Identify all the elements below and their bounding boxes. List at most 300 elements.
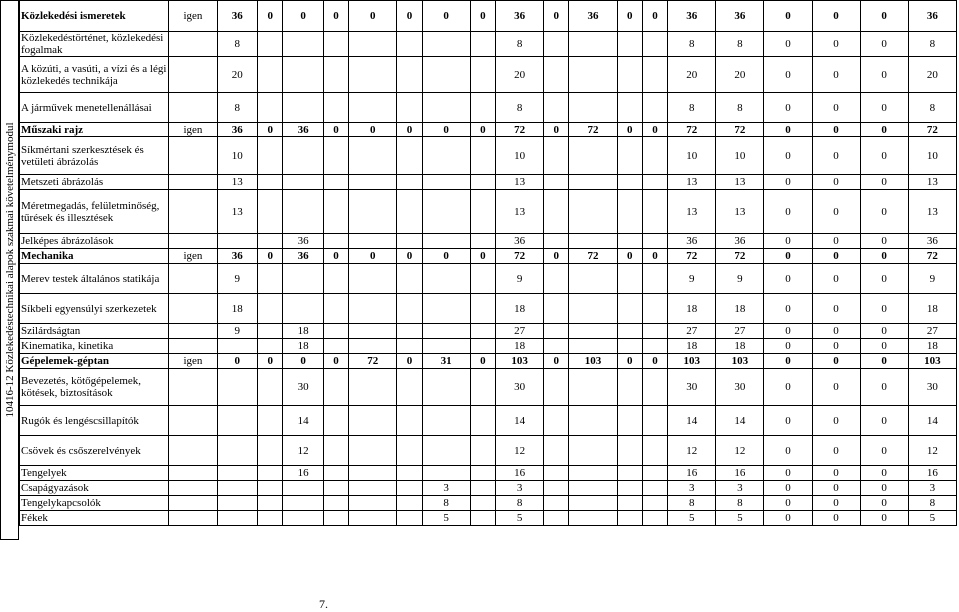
hours-cell: 36 — [668, 234, 716, 249]
hours-cell: 14 — [716, 406, 764, 436]
hours-cell — [258, 93, 283, 123]
hours-cell — [470, 264, 495, 294]
hours-cell — [617, 339, 642, 354]
hours-cell: 3 — [908, 481, 956, 496]
hours-cell: 0 — [812, 123, 860, 137]
hours-cell: 0 — [860, 249, 908, 264]
hours-cell: 8 — [668, 32, 716, 57]
hours-cell: 0 — [397, 354, 422, 369]
hours-cell: 0 — [470, 354, 495, 369]
hours-cell: 0 — [642, 123, 667, 137]
hours-cell — [283, 137, 324, 175]
hours-cell — [569, 436, 617, 466]
topic-row — [20, 436, 957, 466]
hours-cell — [544, 369, 569, 406]
hours-cell — [569, 294, 617, 324]
hours-cell: 0 — [764, 57, 812, 93]
hours-cell: 16 — [908, 466, 956, 481]
hours-cell — [642, 264, 667, 294]
hours-cell: 0 — [323, 354, 348, 369]
hours-cell: 8 — [422, 496, 470, 511]
hours-cell: 72 — [668, 123, 716, 137]
hours-cell: 31 — [422, 354, 470, 369]
hours-cell — [217, 369, 258, 406]
hours-cell — [617, 175, 642, 190]
hours-cell — [283, 481, 324, 496]
hours-cell: 14 — [496, 406, 544, 436]
hours-cell: 30 — [716, 369, 764, 406]
hours-cell: 0 — [812, 190, 860, 234]
hours-cell: 72 — [349, 354, 397, 369]
hours-cell: 103 — [716, 354, 764, 369]
hours-cell: 13 — [908, 190, 956, 234]
hours-cell — [470, 369, 495, 406]
hours-cell: 12 — [496, 436, 544, 466]
hours-cell — [569, 496, 617, 511]
hours-cell: 18 — [908, 294, 956, 324]
hours-cell — [569, 339, 617, 354]
hours-cell — [258, 466, 283, 481]
hours-cell: 18 — [496, 339, 544, 354]
hours-cell: 16 — [496, 466, 544, 481]
hours-cell: 9 — [716, 264, 764, 294]
hours-cell: 18 — [496, 294, 544, 324]
hours-cell: 12 — [716, 436, 764, 466]
hours-cell: 0 — [470, 249, 495, 264]
hours-cell — [617, 93, 642, 123]
hours-cell — [470, 436, 495, 466]
hours-cell — [258, 511, 283, 526]
hours-cell: 0 — [258, 249, 283, 264]
hours-cell: 30 — [668, 369, 716, 406]
hours-cell: 0 — [349, 249, 397, 264]
hours-cell — [470, 234, 495, 249]
hours-cell: 0 — [812, 496, 860, 511]
hours-cell: 0 — [860, 436, 908, 466]
hours-cell — [569, 324, 617, 339]
hours-cell — [470, 190, 495, 234]
hours-cell: 103 — [908, 354, 956, 369]
hours-cell — [544, 436, 569, 466]
hours-cell — [397, 32, 422, 57]
hours-cell — [569, 264, 617, 294]
hours-cell: 13 — [716, 175, 764, 190]
hours-cell — [217, 339, 258, 354]
hours-cell: 13 — [668, 190, 716, 234]
hours-cell: 18 — [283, 324, 324, 339]
hours-cell: 0 — [764, 354, 812, 369]
hours-cell: 72 — [569, 249, 617, 264]
hours-cell: 0 — [422, 123, 470, 137]
hours-cell — [217, 511, 258, 526]
hours-cell: 3 — [496, 481, 544, 496]
hours-cell: 0 — [764, 511, 812, 526]
hours-cell — [217, 436, 258, 466]
hours-cell — [397, 406, 422, 436]
hours-cell — [349, 57, 397, 93]
hours-cell — [642, 175, 667, 190]
hours-cell — [617, 32, 642, 57]
hours-cell: 8 — [217, 93, 258, 123]
row-name: Méretmegadás, felületminőség, tűrések és illesztések — [20, 190, 169, 234]
hours-cell: 0 — [860, 137, 908, 175]
required-flag — [169, 294, 217, 324]
hours-cell — [544, 190, 569, 234]
hours-cell — [349, 481, 397, 496]
required-flag — [169, 511, 217, 526]
hours-cell — [323, 190, 348, 234]
hours-cell — [397, 466, 422, 481]
hours-cell — [397, 264, 422, 294]
hours-cell — [470, 481, 495, 496]
hours-cell — [617, 324, 642, 339]
hours-cell — [617, 481, 642, 496]
hours-cell: 0 — [860, 234, 908, 249]
hours-cell — [283, 190, 324, 234]
hours-cell — [642, 496, 667, 511]
hours-cell: 0 — [860, 1, 908, 32]
hours-cell — [323, 294, 348, 324]
hours-cell: 5 — [716, 511, 764, 526]
topic-row — [20, 32, 957, 57]
hours-cell: 8 — [217, 32, 258, 57]
required-flag — [169, 466, 217, 481]
hours-cell: 8 — [496, 496, 544, 511]
hours-cell: 36 — [716, 234, 764, 249]
curriculum-table-wrapper — [19, 0, 957, 526]
hours-cell: 27 — [496, 324, 544, 339]
topic-row — [20, 93, 957, 123]
hours-cell — [397, 339, 422, 354]
hours-cell — [283, 511, 324, 526]
row-name: Tengelyek — [20, 466, 169, 481]
hours-cell: 0 — [617, 249, 642, 264]
hours-cell: 0 — [397, 249, 422, 264]
hours-cell — [569, 234, 617, 249]
hours-cell: 0 — [812, 436, 860, 466]
module-row — [20, 354, 957, 369]
hours-cell — [349, 339, 397, 354]
required-flag — [169, 190, 217, 234]
hours-cell: 13 — [668, 175, 716, 190]
hours-cell — [422, 339, 470, 354]
hours-cell: 8 — [716, 93, 764, 123]
hours-cell — [569, 93, 617, 123]
hours-cell: 5 — [496, 511, 544, 526]
hours-cell — [283, 32, 324, 57]
hours-cell — [617, 511, 642, 526]
hours-cell: 12 — [668, 436, 716, 466]
hours-cell: 0 — [349, 1, 397, 32]
hours-cell: 10 — [908, 137, 956, 175]
hours-cell — [323, 436, 348, 466]
hours-cell — [323, 264, 348, 294]
hours-cell: 36 — [217, 1, 258, 32]
hours-cell — [642, 369, 667, 406]
required-flag — [169, 496, 217, 511]
hours-cell: 0 — [812, 406, 860, 436]
row-name: Merev testek általános statikája — [20, 264, 169, 294]
hours-cell — [258, 57, 283, 93]
hours-cell — [349, 93, 397, 123]
hours-cell: 0 — [764, 137, 812, 175]
hours-cell — [323, 339, 348, 354]
hours-cell — [422, 466, 470, 481]
hours-cell: 18 — [283, 339, 324, 354]
module-side-label — [0, 0, 19, 540]
hours-cell: 30 — [908, 369, 956, 406]
hours-cell — [349, 234, 397, 249]
hours-cell: 0 — [812, 369, 860, 406]
hours-cell: 0 — [764, 481, 812, 496]
row-name: Szilárdságtan — [20, 324, 169, 339]
topic-row — [20, 190, 957, 234]
row-name: Bevezetés, kötőgépelemek, kötések, biztosítások — [20, 369, 169, 406]
hours-cell: 0 — [860, 93, 908, 123]
hours-cell — [258, 496, 283, 511]
hours-cell — [258, 324, 283, 339]
hours-cell: 0 — [764, 123, 812, 137]
hours-cell — [470, 339, 495, 354]
hours-cell — [544, 234, 569, 249]
hours-cell — [283, 496, 324, 511]
row-name: Gépelemek-géptan — [20, 354, 169, 369]
hours-cell — [258, 190, 283, 234]
hours-cell — [569, 481, 617, 496]
hours-cell: 14 — [908, 406, 956, 436]
hours-cell: 0 — [422, 1, 470, 32]
hours-cell — [258, 234, 283, 249]
hours-cell — [397, 175, 422, 190]
hours-cell: 0 — [860, 496, 908, 511]
hours-cell: 8 — [908, 32, 956, 57]
hours-cell: 27 — [716, 324, 764, 339]
hours-cell: 13 — [217, 175, 258, 190]
hours-cell — [258, 32, 283, 57]
hours-cell — [397, 324, 422, 339]
hours-cell — [422, 137, 470, 175]
hours-cell: 16 — [716, 466, 764, 481]
hours-cell — [422, 190, 470, 234]
hours-cell: 0 — [617, 123, 642, 137]
topic-row — [20, 175, 957, 190]
row-name: Csapágyazások — [20, 481, 169, 496]
hours-cell: 3 — [716, 481, 764, 496]
hours-cell: 103 — [569, 354, 617, 369]
hours-cell: 0 — [764, 32, 812, 57]
hours-cell — [569, 32, 617, 57]
hours-cell — [642, 32, 667, 57]
required-flag: igen — [169, 249, 217, 264]
hours-cell: 27 — [668, 324, 716, 339]
hours-cell: 0 — [860, 481, 908, 496]
hours-cell: 0 — [812, 324, 860, 339]
hours-cell: 0 — [764, 339, 812, 354]
hours-cell — [349, 175, 397, 190]
hours-cell: 8 — [908, 93, 956, 123]
hours-cell: 18 — [908, 339, 956, 354]
hours-cell — [258, 436, 283, 466]
hours-cell: 18 — [716, 294, 764, 324]
hours-cell: 0 — [764, 249, 812, 264]
hours-cell: 0 — [860, 57, 908, 93]
hours-cell — [258, 369, 283, 406]
hours-cell — [642, 57, 667, 93]
hours-cell: 0 — [812, 1, 860, 32]
hours-cell — [617, 137, 642, 175]
hours-cell: 30 — [496, 369, 544, 406]
row-name: Rugók és lengéscsillapítók — [20, 406, 169, 436]
hours-cell — [544, 264, 569, 294]
hours-cell: 0 — [323, 1, 348, 32]
hours-cell — [470, 57, 495, 93]
hours-cell: 0 — [764, 324, 812, 339]
hours-cell — [544, 406, 569, 436]
required-flag — [169, 481, 217, 496]
hours-cell — [397, 436, 422, 466]
hours-cell: 8 — [668, 496, 716, 511]
hours-cell: 0 — [812, 32, 860, 57]
hours-cell: 0 — [860, 369, 908, 406]
hours-cell: 10 — [217, 137, 258, 175]
row-name: Közlekedési ismeretek — [20, 1, 169, 32]
hours-cell: 3 — [422, 481, 470, 496]
required-flag — [169, 234, 217, 249]
hours-cell: 18 — [668, 339, 716, 354]
hours-cell: 20 — [668, 57, 716, 93]
hours-cell: 20 — [716, 57, 764, 93]
hours-cell — [642, 511, 667, 526]
hours-cell — [323, 406, 348, 436]
hours-cell — [323, 57, 348, 93]
hours-cell: 3 — [668, 481, 716, 496]
hours-cell — [397, 369, 422, 406]
hours-cell: 36 — [283, 123, 324, 137]
hours-cell: 9 — [908, 264, 956, 294]
hours-cell: 0 — [642, 1, 667, 32]
hours-cell — [217, 406, 258, 436]
hours-cell: 0 — [258, 123, 283, 137]
hours-cell — [422, 369, 470, 406]
hours-cell: 36 — [716, 1, 764, 32]
hours-cell: 18 — [716, 339, 764, 354]
required-flag — [169, 339, 217, 354]
hours-cell: 0 — [860, 175, 908, 190]
hours-cell — [617, 294, 642, 324]
hours-cell: 18 — [668, 294, 716, 324]
hours-cell: 0 — [860, 32, 908, 57]
hours-cell: 8 — [496, 93, 544, 123]
hours-cell: 0 — [812, 481, 860, 496]
hours-cell — [323, 234, 348, 249]
hours-cell — [642, 234, 667, 249]
hours-cell — [617, 264, 642, 294]
hours-cell: 72 — [668, 249, 716, 264]
row-name: Metszeti ábrázolás — [20, 175, 169, 190]
hours-cell: 10 — [496, 137, 544, 175]
hours-cell — [283, 57, 324, 93]
hours-cell — [397, 511, 422, 526]
hours-cell: 0 — [764, 369, 812, 406]
hours-cell — [422, 406, 470, 436]
hours-cell: 9 — [496, 264, 544, 294]
hours-cell: 0 — [617, 354, 642, 369]
row-name: Mechanika — [20, 249, 169, 264]
hours-cell: 0 — [860, 466, 908, 481]
hours-cell: 8 — [668, 93, 716, 123]
hours-cell — [349, 406, 397, 436]
hours-cell: 0 — [349, 123, 397, 137]
required-flag — [169, 93, 217, 123]
hours-cell — [617, 466, 642, 481]
hours-cell — [397, 234, 422, 249]
hours-cell — [323, 481, 348, 496]
hours-cell: 0 — [764, 496, 812, 511]
topic-row — [20, 234, 957, 249]
hours-cell: 0 — [812, 137, 860, 175]
hours-cell: 72 — [716, 123, 764, 137]
hours-cell — [258, 175, 283, 190]
required-flag — [169, 32, 217, 57]
hours-cell — [349, 294, 397, 324]
hours-cell: 0 — [764, 93, 812, 123]
hours-cell — [323, 511, 348, 526]
topic-row — [20, 324, 957, 339]
hours-cell — [349, 369, 397, 406]
hours-cell — [323, 369, 348, 406]
hours-cell — [258, 137, 283, 175]
hours-cell: 20 — [908, 57, 956, 93]
hours-cell: 36 — [217, 249, 258, 264]
hours-cell: 0 — [258, 354, 283, 369]
required-flag — [169, 369, 217, 406]
hours-cell — [349, 324, 397, 339]
hours-cell: 0 — [544, 354, 569, 369]
hours-cell — [470, 32, 495, 57]
hours-cell — [470, 511, 495, 526]
hours-cell: 0 — [812, 234, 860, 249]
hours-cell — [349, 137, 397, 175]
hours-cell: 72 — [496, 249, 544, 264]
hours-cell — [617, 436, 642, 466]
row-name: Síkbeli egyensúlyi szerkezetek — [20, 294, 169, 324]
hours-cell: 0 — [544, 249, 569, 264]
hours-cell: 13 — [496, 175, 544, 190]
hours-cell — [258, 481, 283, 496]
hours-cell — [323, 93, 348, 123]
hours-cell: 0 — [812, 264, 860, 294]
hours-cell — [569, 406, 617, 436]
hours-cell: 36 — [217, 123, 258, 137]
curriculum-hours-table — [19, 0, 957, 526]
hours-cell: 0 — [323, 249, 348, 264]
required-flag: igen — [169, 1, 217, 32]
hours-cell: 30 — [283, 369, 324, 406]
module-name-text: 10416-12 Közlekedéstechnikai alapok szakmai követelménymodul — [3, 122, 16, 418]
hours-cell: 72 — [569, 123, 617, 137]
topic-row — [20, 339, 957, 354]
hours-cell: 16 — [283, 466, 324, 481]
hours-cell: 0 — [860, 264, 908, 294]
hours-cell: 5 — [908, 511, 956, 526]
row-name: Műszaki rajz — [20, 123, 169, 137]
hours-cell — [470, 496, 495, 511]
hours-cell — [544, 93, 569, 123]
hours-cell — [617, 190, 642, 234]
hours-cell — [544, 57, 569, 93]
hours-cell — [217, 496, 258, 511]
row-name: Tengelykapcsolók — [20, 496, 169, 511]
